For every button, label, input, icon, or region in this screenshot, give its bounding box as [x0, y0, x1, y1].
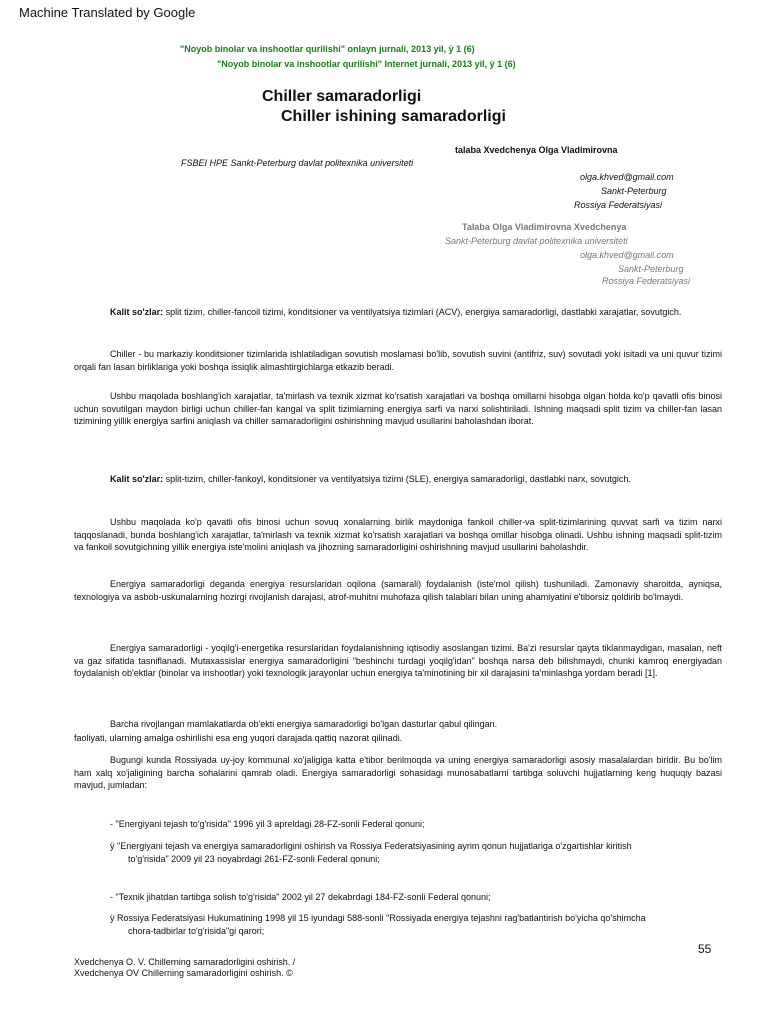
- author-email-alt: olga.khved@gmail.com: [580, 250, 674, 260]
- machine-translation-banner: Machine Translated by Google: [19, 5, 196, 20]
- body-paragraph: Energiya samaradorligi deganda energiya resurslaridan oqilona (samarali) foydalanish (iste'mol qilish) tushuniladi. Zamonaviy sharoitda, ayniqsa, texnologiya va asbob-uskunalarning hozirgi rivojlanish darajasi, atrof-muhitni muhofaza qilish talablari bilan uning ahamiyatini e'tiborsiz qoldirib bo'lmaydi.: [74, 579, 722, 602]
- author-country-alt: Rossiya Federatsiyasi: [602, 276, 691, 286]
- body-paragraph: Energiya samaradorligi - yoqilg'i-energetika resurslaridan foydalanishning iqtisodiy asoslangan tizimi. Ba'zi resurslar qayta tiklanmaydigan, masalan, neft va gaz sifatida tasniflanadi. Mutaxassislar energiya samaradorligini "beshinchi turdagi yoqilg'idan" boshqa narsa deb bilishmaydi, chunki kamroq energiyadan foydalanish ob'ektlar (binolar va inshootlar) yoki texnologik jarayonlar uchun energiya ta'minotining bir xil darajasini ta'minlashga yordam beradi [1].: [74, 643, 722, 678]
- author-email: olga.khved@gmail.com: [580, 172, 674, 182]
- keywords-label: Kalit so'zlar:: [110, 307, 164, 317]
- author-country: Rossiya Federatsiyasi: [574, 200, 663, 210]
- author-name-alt: Talaba Olga Vladimirovna Xvedchenya: [462, 222, 627, 232]
- journal-header-line-2: "Noyob binolar va inshootlar qurilishi" Internet jurnali, 2013 yil, ÿ 1 (6): [217, 59, 516, 69]
- footer-line-1: Xvedchenya O. V. Chillerning samaradorligini oshirish. /: [74, 957, 296, 967]
- author-name: talaba Xvedchenya Olga Vladimirovna: [455, 145, 618, 155]
- author-affiliation: FSBEI HPE Sankt-Peterburg davlat politexnika universiteti: [181, 158, 414, 168]
- body-paragraph: Chiller - bu markaziy konditsioner tizimlarida ishlatiladigan sovutish moslamasi bo'lib, sovutish suvini (antifriz, suv) sovutadi yoki isitadi va uni quvur tizimi orqali fan lasan birliklariga yoki boshqa issiqlik almashtirgichlarga etkazib beradi.: [74, 349, 722, 372]
- keywords-text-alt: split-tizim, chiller-fankoyl, konditsioner va ventilyatsiya tizimi (SLE), energiya samaradorligi, dastlabki narx, sovutgich.: [163, 474, 631, 484]
- author-city: Sankt-Peterburg: [601, 186, 667, 196]
- article-title: Chiller samaradorligi: [262, 88, 422, 105]
- footer-line-2: Xvedchenya OV Chillerning samaradorligini oshirish. ©: [74, 968, 293, 978]
- keywords-paragraph-alt: [74, 473, 722, 486]
- list-item: ÿ "Energiyani tejash va energiya samaradorligini oshirish va Rossiya Federatsiyasining ayrim qonun hujjatlariga o'zgartishlar kiritish to'g'risida" 2009 yil 23 noyabrdagi 261-FZ-sonli Federal qonuni;: [110, 841, 632, 864]
- keywords-text: split tizim, chiller-fancoil tizimi, konditsioner va ventilyatsiya tizimlari (ACV), energiya samaradorligi, dastlabki xarajatlar, sovutgich.: [163, 307, 682, 317]
- footer-citation: [74, 957, 295, 979]
- list-item: - "Texnik jihatdan tartibga solish to'g'risida" 2002 yil 27 dekabrdagi 184-FZ-sonli Federal qonuni;: [110, 892, 491, 902]
- body-paragraph: Barcha rivojlangan mamlakatlarda ob'ekti energiya samaradorligi bo'lgan dasturlar qabul qilingan.: [110, 719, 498, 729]
- body-paragraph: Ushbu maqolada ko'p qavatli ofis binosi uchun sovuq xonalarning birlik maydoniga fankoil chiller-va split-tizimlarining quvvat sarfi va tizim narxi taqqoslanadi, bunda boshlang'ich xarajatlar, ta'mirlash va texnik xizmat ko'rsatish xarajatlari va boshqa omillar hisobga olinadi. Ushbu ishning maqsadi split-tizim va fankoil sovutgichning yillik energiya iste'molini aniqlash va jihozning samaradorligini oshirishning mavjud usullarini baholashdir.: [74, 517, 722, 552]
- body-paragraph: Ushbu maqolada boshlang'ich xarajatlar, ta'mirlash va texnik xizmat ko'rsatish xarajatlari va boshqa omillarni hisobga olgan holda ko'p qavatli ofis binosi uchun sovutilgan maydon birligi uchun chiller-fan kangal va split tizimlarning energiya sarfi va narxi solishtiriladi. Ishning maqsadi split tizim va chiller-fan lasan tizimining yillik energiya sarfini aniqlash va chiller samaradorligini oshirishning mavjud usullarini baholashdan iborat.: [74, 391, 722, 426]
- journal-header-line-1: "Noyob binolar va inshootlar qurilishi" onlayn jurnali, 2013 yil, ÿ 1 (6): [180, 44, 475, 54]
- body-paragraph: Bugungi kunda Rossiyada uy-joy kommunal xo'jaligiga katta e'tibor berilmoqda va uning energiya samaradorligi asosiy masalalardan biridir. Bu bo'lim ham xalq xo'jaligining barcha sohalarini qamrab oladi. Energiya samaradorligi sohasidagi munosabatlarni tartibga soluvchi hujjatlarning keng huquqiy bazasi mavjud, jumladan:: [74, 755, 722, 790]
- keywords-paragraph: [74, 306, 722, 319]
- keywords-label-alt: Kalit so'zlar:: [110, 474, 164, 484]
- page-number: 55: [698, 942, 712, 956]
- author-city-alt: Sankt-Peterburg: [618, 264, 684, 274]
- author-affiliation-alt: Sankt-Peterburg davlat politexnika universiteti: [445, 236, 628, 246]
- list-item: - "Energiyani tejash to'g'risida" 1996 yil 3 apreldagi 28-FZ-sonli Federal qonuni;: [110, 819, 425, 829]
- body-paragraph-continuation: faoliyati, ularning amalga oshirilishi esa eng yuqori darajada qattiq nazorat qilinadi.: [74, 733, 403, 743]
- article-title-alt: Chiller ishining samaradorligi: [281, 108, 506, 125]
- list-item: ÿ Rossiya Federatsiyasi Hukumatining 1998 yil 15 iyundagi 588-sonli "Rossiyada energiya tejashni rag'batlantirish bo'yicha qo'shimcha chora-tadbirlar to'g'risida"gi qarori;: [110, 913, 646, 936]
